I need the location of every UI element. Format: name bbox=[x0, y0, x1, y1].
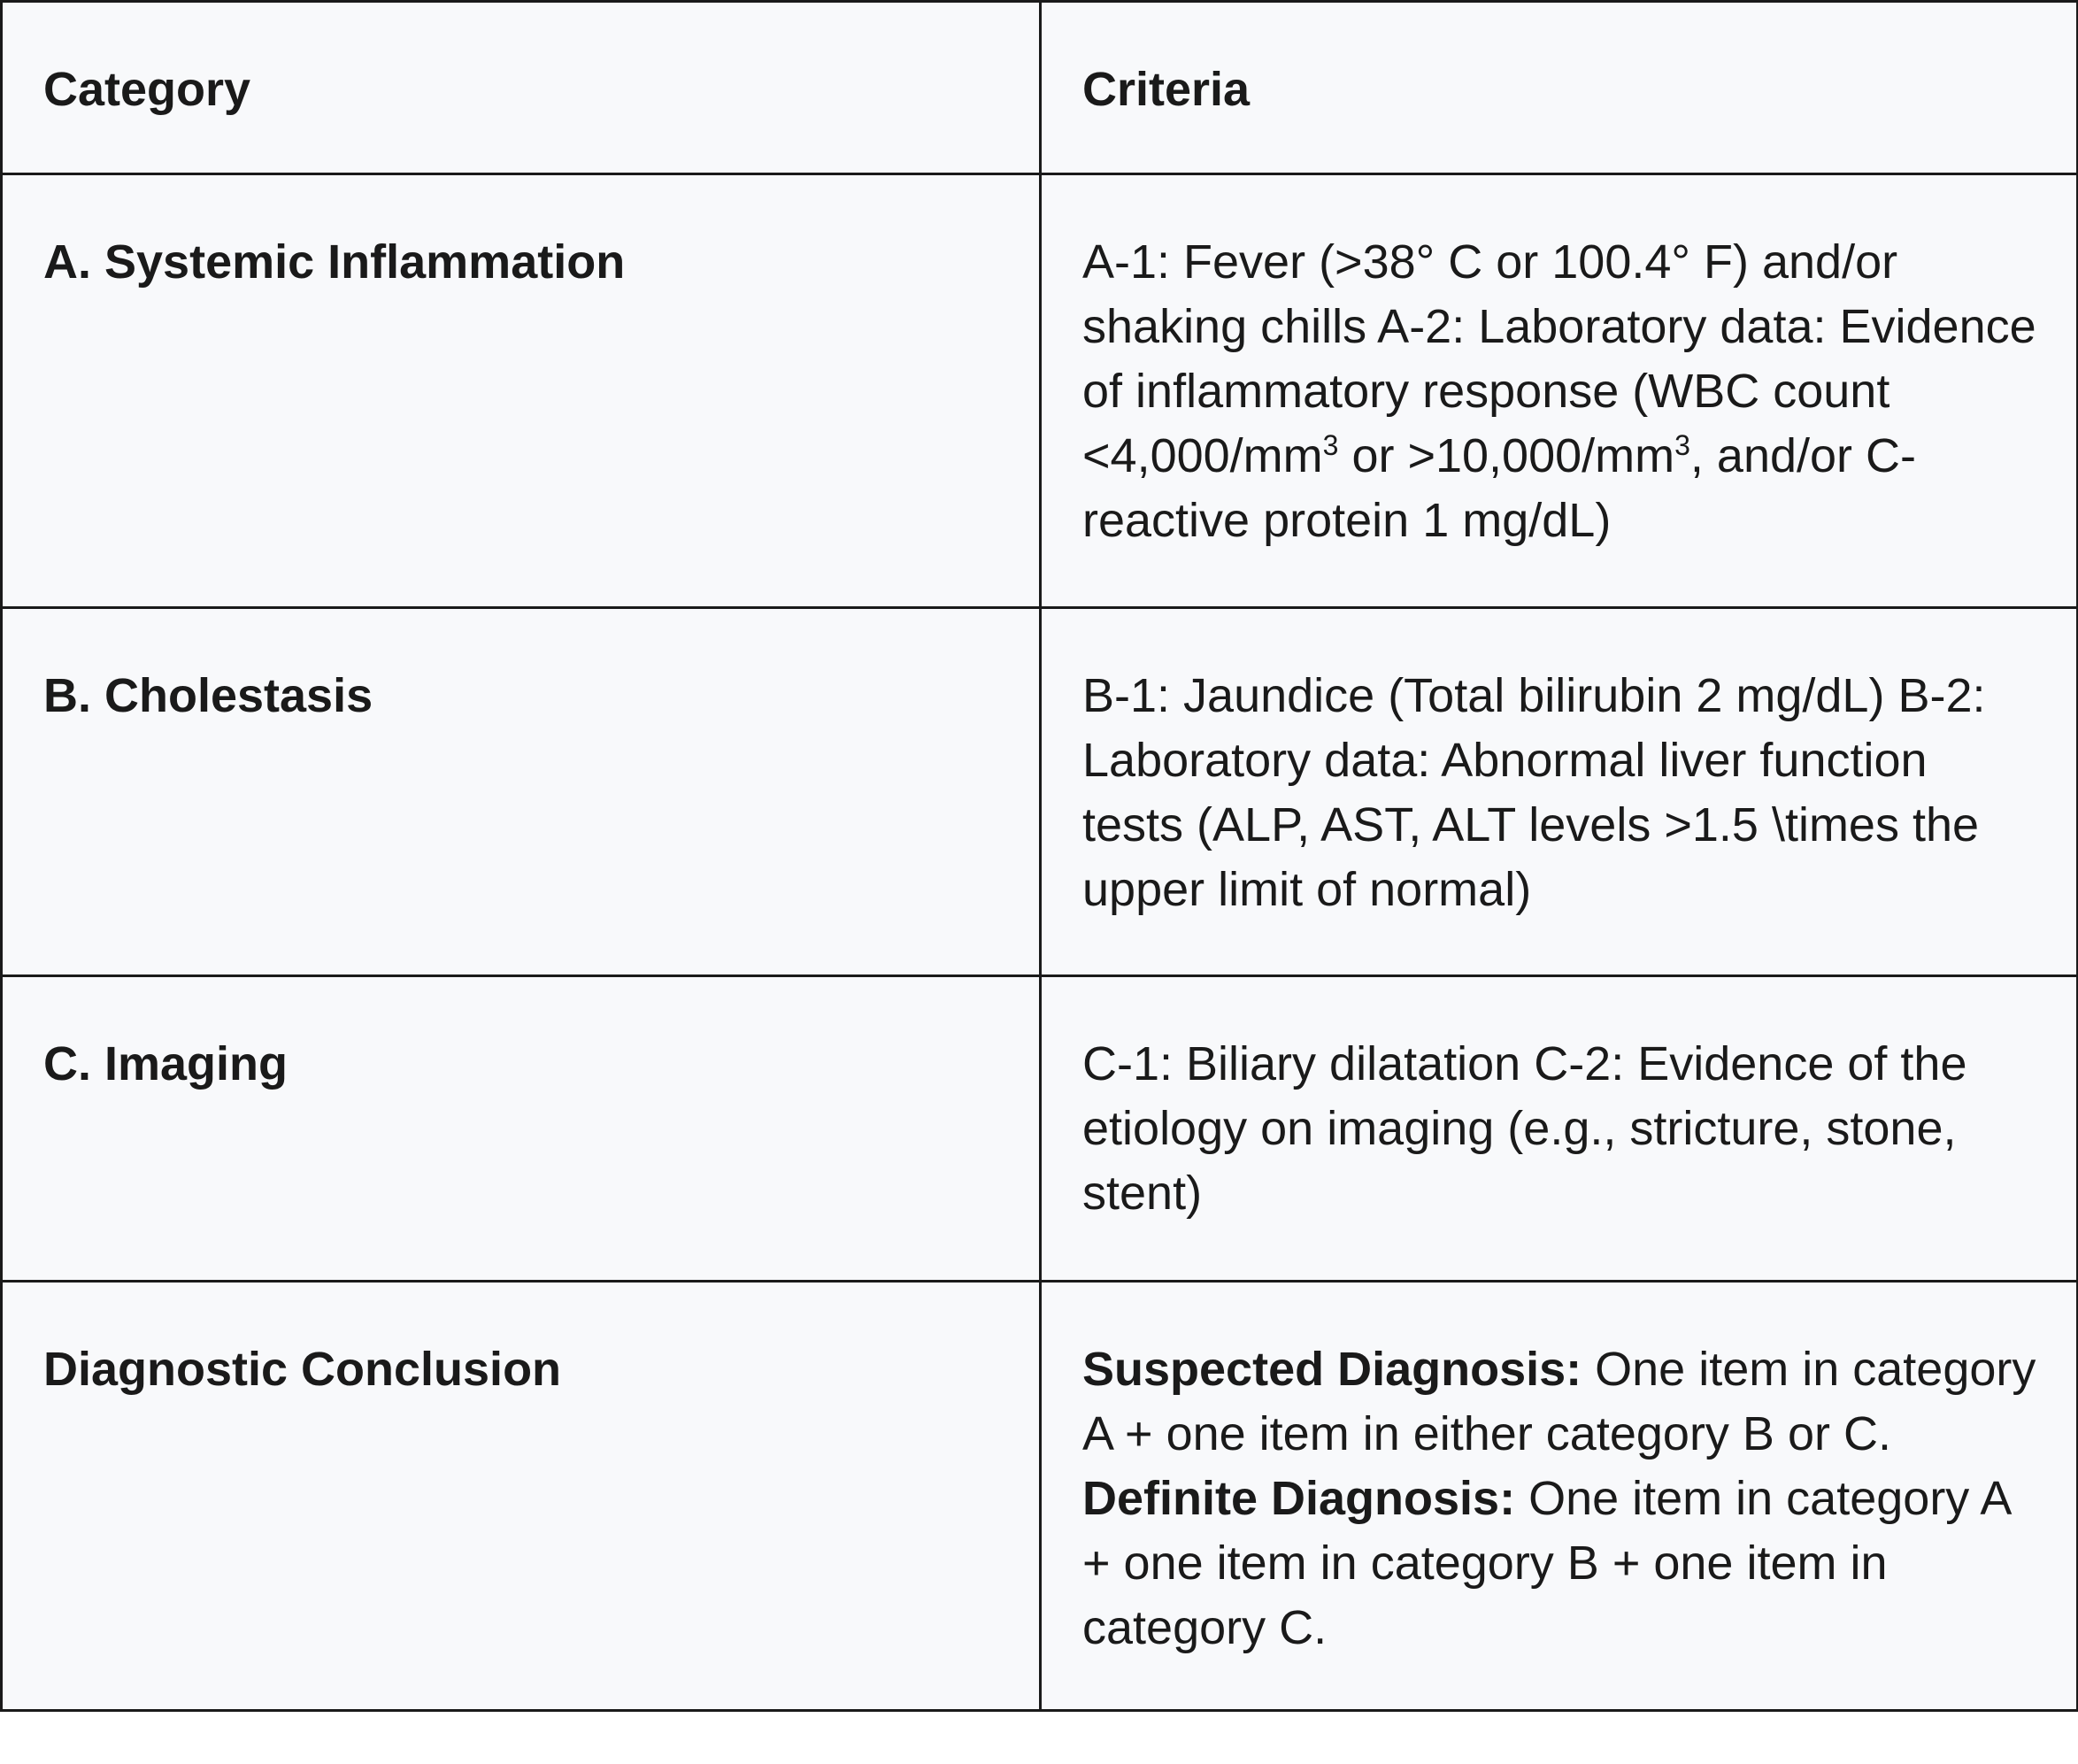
category-cell: Diagnostic Conclusion bbox=[2, 1282, 1041, 1711]
criteria-text: , and/or C-reactive protein 1 mg/dL) bbox=[1082, 429, 1917, 547]
definite-diagnosis-label: Definite Diagnosis: bbox=[1082, 1472, 1516, 1525]
criteria-text: A-1: Fever (>38° C or 100.4° F) and/or shaking chills A-2: Laboratory data: Evidence of inflammatory response (WBC count <4,000/mm bbox=[1082, 235, 2036, 482]
suspected-diagnosis-text: One item in category A + one item in either category B or C. bbox=[1082, 1343, 2036, 1460]
criteria-cell bbox=[1041, 1282, 2078, 1711]
table-row bbox=[2, 174, 2078, 608]
category-cell: A. Systemic Inflammation bbox=[2, 174, 1041, 608]
criteria-cell: C-1: Biliary dilatation C-2: Evidence of the etiology on imaging (e.g., stricture, stone, stent) bbox=[1041, 976, 2078, 1282]
table-row bbox=[2, 1282, 2078, 1711]
criteria-cell: B-1: Jaundice (Total bilirubin 2 mg/dL) B-2: Laboratory data: Abnormal liver function tests (ALP, AST, ALT levels >1.5 \times the upper limit of normal) bbox=[1041, 608, 2078, 976]
superscript: 3 bbox=[1674, 429, 1690, 461]
table-row bbox=[2, 608, 2078, 976]
table-header-row bbox=[2, 2, 2078, 174]
category-cell: B. Cholestasis bbox=[2, 608, 1041, 976]
header-category: Category bbox=[2, 2, 1041, 174]
criteria-cell bbox=[1041, 174, 2078, 608]
table-row bbox=[2, 976, 2078, 1282]
suspected-diagnosis-label: Suspected Diagnosis: bbox=[1082, 1343, 1582, 1396]
header-criteria: Criteria bbox=[1041, 2, 2078, 174]
criteria-text: or >10,000/mm bbox=[1338, 429, 1675, 482]
superscript: 3 bbox=[1322, 429, 1339, 461]
category-cell: C. Imaging bbox=[2, 976, 1041, 1282]
definite-diagnosis-text: One item in category A + one item in category B + one item in category C. bbox=[1082, 1472, 2010, 1654]
